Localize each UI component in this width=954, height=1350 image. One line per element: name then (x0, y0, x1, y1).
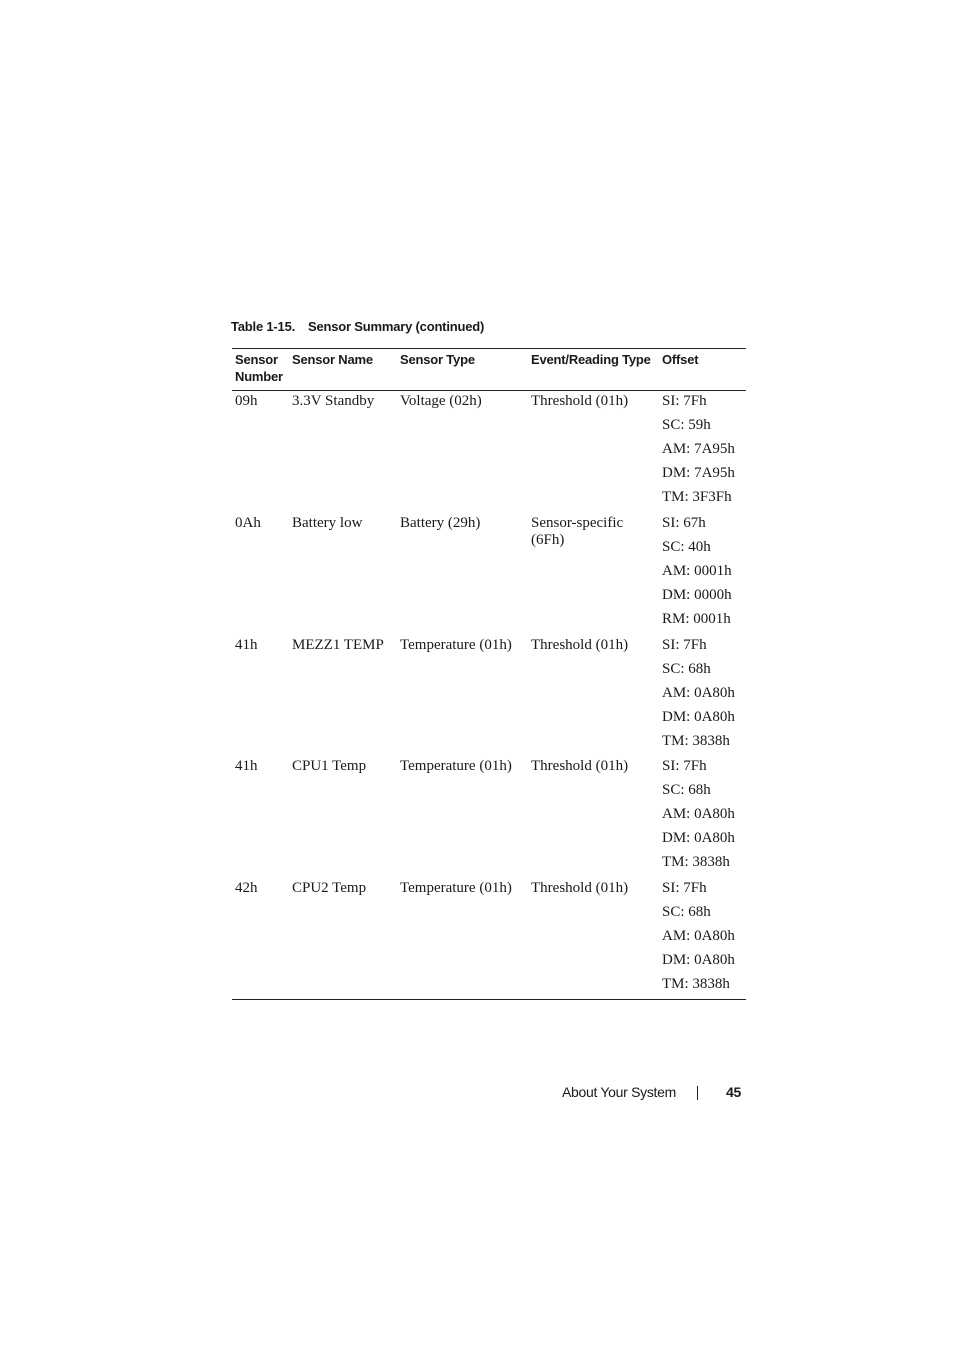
cell-sensor-type: Battery (29h) (400, 515, 481, 531)
table-title: Sensor Summary (continued) (308, 319, 485, 334)
cell-offset: RM: 0001h (662, 611, 731, 628)
cell-sensor-number: 41h (235, 758, 258, 774)
footer-separator (697, 1086, 698, 1100)
cell-offset: DM: 0A80h (662, 709, 735, 726)
table-top-rule (232, 348, 746, 349)
cell-offset: AM: 0A80h (662, 928, 735, 945)
cell-event-reading-type: Threshold (01h) (531, 758, 629, 774)
cell-offset: SI: 67h (662, 515, 706, 531)
cell-offset: TM: 3838h (662, 854, 730, 871)
cell-event-reading-type: Threshold (01h) (531, 880, 629, 896)
cell-offset: TM: 3F3Fh (662, 489, 732, 506)
cell-event-reading-type: Threshold (01h) (531, 637, 629, 653)
cell-offset: SC: 59h (662, 417, 711, 434)
cell-sensor-name: Battery low (292, 515, 363, 531)
cell-event-reading-type: Threshold (01h) (531, 393, 629, 409)
cell-sensor-name: 3.3V Standby (292, 393, 375, 409)
header-event-reading-type: Event/Reading Type (531, 352, 651, 367)
cell-offset: TM: 3838h (662, 733, 730, 750)
cell-sensor-number: 42h (235, 880, 258, 896)
page-number: 45 (726, 1084, 741, 1100)
cell-sensor-number: 09h (235, 393, 258, 409)
cell-offset: AM: 7A95h (662, 441, 735, 458)
table-caption (231, 319, 484, 334)
cell-offset: AM: 0A80h (662, 806, 735, 823)
cell-offset: SC: 68h (662, 904, 711, 921)
cell-offset: DM: 7A95h (662, 465, 735, 482)
cell-sensor-name: CPU1 Temp (292, 758, 367, 774)
cell-offset: SC: 40h (662, 539, 711, 556)
cell-offset: SI: 7Fh (662, 880, 707, 896)
cell-sensor-type: Voltage (02h) (400, 393, 482, 409)
cell-sensor-type: Temperature (01h) (400, 758, 512, 774)
cell-offset: SC: 68h (662, 661, 711, 678)
cell-sensor-type: Temperature (01h) (400, 637, 512, 653)
cell-offset: AM: 0001h (662, 563, 732, 580)
cell-offset: SC: 68h (662, 782, 711, 799)
cell-offset: TM: 3838h (662, 976, 730, 993)
footer-section-title: About Your System (562, 1084, 676, 1100)
cell-event-reading-type: Sensor-specific (6Fh) (531, 515, 624, 548)
cell-sensor-name: CPU2 Temp (292, 880, 367, 896)
cell-offset: DM: 0A80h (662, 952, 735, 969)
table-number: Table 1-15. (231, 319, 296, 334)
header-sensor-name: Sensor Name (292, 352, 373, 367)
cell-offset: SI: 7Fh (662, 758, 707, 774)
table-header-rule (232, 390, 746, 391)
cell-offset: SI: 7Fh (662, 393, 707, 409)
header-sensor-number: Sensor Number (235, 352, 283, 384)
cell-sensor-number: 0Ah (235, 515, 261, 531)
cell-offset: SI: 7Fh (662, 637, 707, 653)
header-offset: Offset (662, 352, 699, 367)
header-sensor-type: Sensor Type (400, 352, 475, 367)
cell-sensor-type: Temperature (01h) (400, 880, 512, 896)
cell-offset: DM: 0A80h (662, 830, 735, 847)
cell-sensor-number: 41h (235, 637, 258, 653)
cell-sensor-name: MEZZ1 TEMP (292, 637, 384, 653)
cell-offset: DM: 0000h (662, 587, 732, 604)
cell-offset: AM: 0A80h (662, 685, 735, 702)
table-bottom-rule (232, 999, 746, 1000)
